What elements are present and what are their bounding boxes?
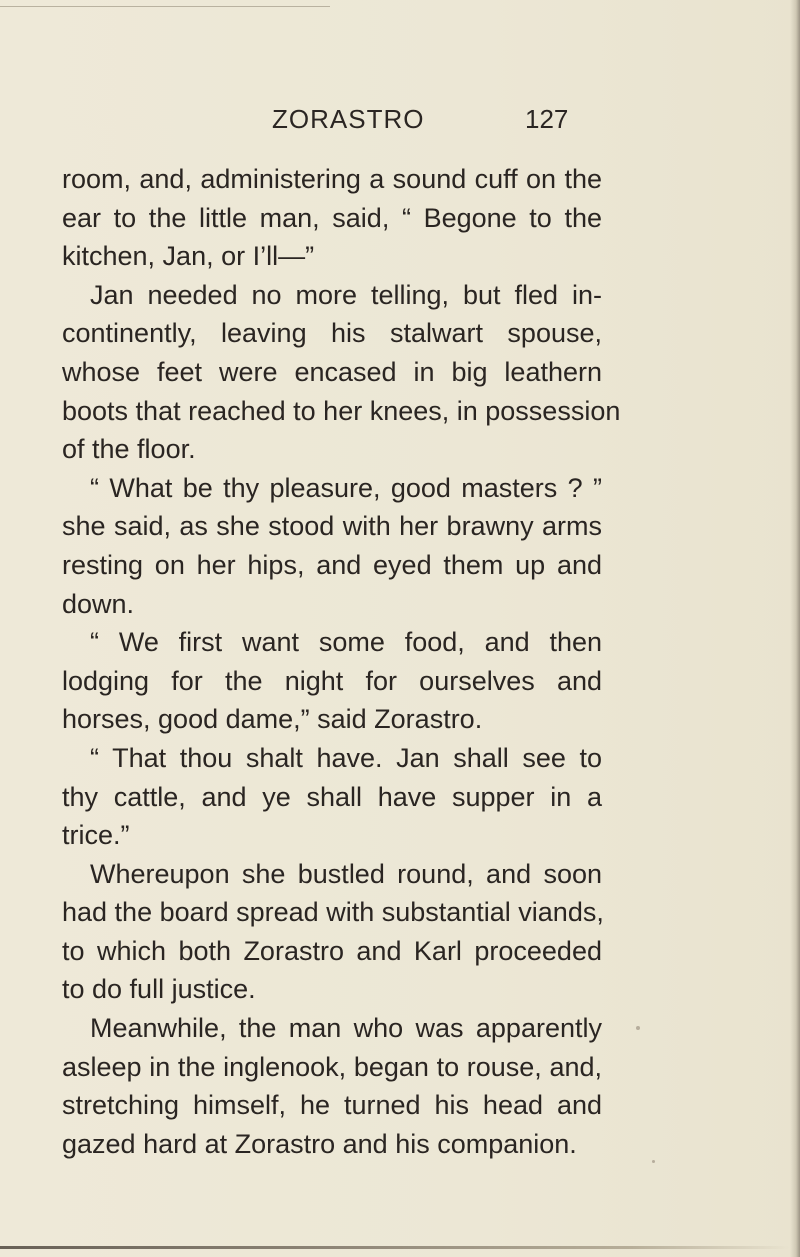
text-line: ear to the little man, said, “ Begone to the (62, 202, 602, 233)
text-line: gazed hard at Zorastro and his companion. (62, 1128, 577, 1159)
text-line: down. (62, 588, 135, 619)
text-line: she said, as she stood with her brawny arms (62, 511, 602, 542)
paper-speck (636, 1026, 640, 1030)
text-line: kitchen, Jan, or I’ll—” (62, 241, 315, 272)
text-line: “ That thou shalt have. Jan shall see to (90, 742, 602, 773)
text-line: Jan needed no more telling, but fled in- (90, 279, 602, 310)
text-line: asleep in the inglenook, began to rouse, and, (62, 1051, 602, 1082)
text-line: thy cattle, and ye shall have supper in a (62, 781, 602, 812)
text-line: whose feet were encased in big leathern (62, 356, 602, 387)
text-line: “ What be thy pleasure, good masters ? ” (90, 472, 602, 503)
text-line: had the board spread with substantial viands, (62, 897, 604, 928)
text-line: “ We first want some food, and then (90, 627, 602, 658)
text-line: to do full justice. (62, 974, 256, 1005)
text-line: boots that reached to her knees, in possession (62, 395, 621, 426)
text-line: trice.” (62, 820, 130, 851)
text-line: to which both Zorastro and Karl proceeded (62, 935, 602, 966)
paper-speck (652, 1160, 655, 1163)
text-line: of the floor. (62, 434, 196, 465)
page-number: 127 (525, 104, 569, 134)
text-line: Meanwhile, the man who was apparently (90, 1013, 602, 1044)
running-head (0, 104, 800, 140)
page-binding-shadow (790, 0, 800, 1257)
running-head-title: ZORASTRO (272, 104, 425, 134)
text-line: stretching himself, he turned his head and (62, 1090, 602, 1121)
text-line: room, and, administering a sound cuff on the (62, 164, 602, 194)
bottom-edge-rule (0, 1246, 790, 1249)
text-line: continently, leaving his stalwart spouse, (62, 318, 602, 349)
text-line: horses, good dame,” said Zorastro. (62, 704, 483, 735)
top-edge-rule (0, 6, 330, 7)
text-line: resting on her hips, and eyed them up and (62, 549, 602, 580)
text-line: lodging for the night for ourselves and (62, 665, 602, 696)
body-text (62, 160, 621, 1163)
text-line: Whereupon she bustled round, and soon (90, 858, 602, 889)
